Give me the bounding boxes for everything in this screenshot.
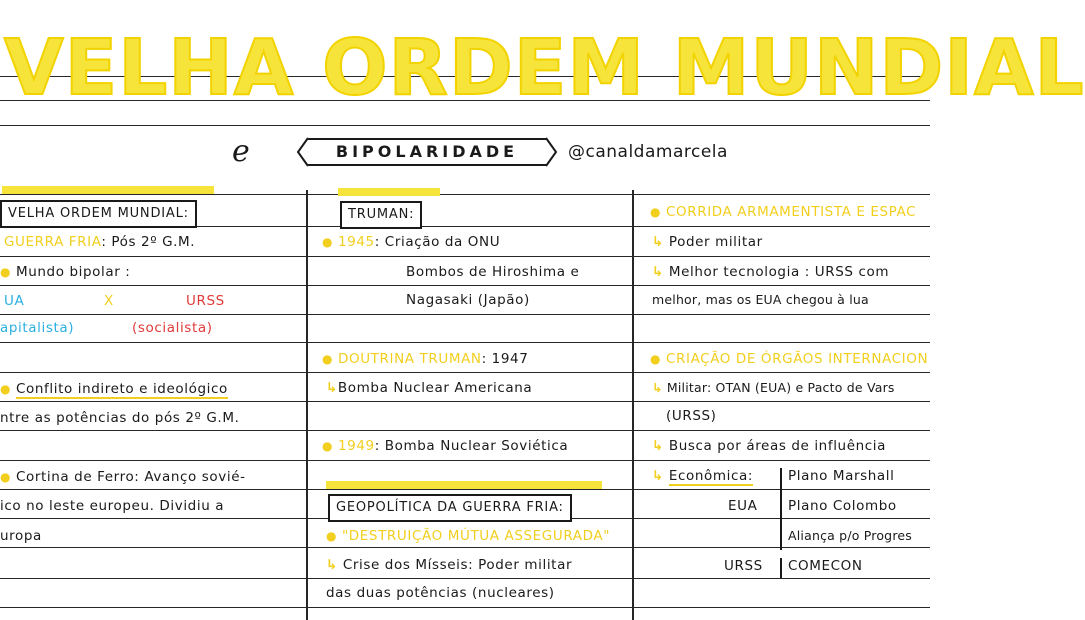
destruicao-line <box>326 524 610 548</box>
bomba-am-text: Bomba Nuclear Americana <box>337 380 533 396</box>
bullet-icon: ● <box>650 352 662 366</box>
socialista-text: (socialista) <box>132 320 213 336</box>
onu-line <box>322 230 500 254</box>
bomba-sov-text: : Bomba Nuclear Soviética <box>374 438 569 454</box>
column-divider-2 <box>632 190 634 620</box>
corrida-text: CORRIDA ARMAMENTISTA E ESPAC <box>665 204 917 220</box>
doutrina-label: DOUTRINA TRUMAN <box>337 351 482 367</box>
bipolar-text: Mundo bipolar : <box>15 264 131 280</box>
alianca-text: Aliança p/o Progres <box>788 528 912 543</box>
bullet-icon: ● <box>650 205 662 219</box>
crise-line <box>326 553 572 577</box>
militar-text: Militar: OTAN (EUA) e Pacto de Vars <box>666 380 895 395</box>
cortina-line <box>0 465 246 489</box>
bullet-icon: ● <box>326 529 338 543</box>
arrow-icon: ↳ <box>652 264 664 280</box>
bullet-icon: ● <box>322 439 334 453</box>
urss-label: URSS <box>724 558 763 574</box>
arrow-icon: ↳ <box>652 468 664 484</box>
eua-label: EUA <box>728 498 758 514</box>
arrow-icon: ↳ <box>652 380 663 395</box>
crise-cont: das duas potências (nucleares) <box>326 585 555 601</box>
cortina-text: Cortina de Ferro: Avanço sovié- <box>15 469 246 485</box>
conflito-text: Conflito indireto e ideológico <box>15 381 228 397</box>
conflito-cont: ntre as potências do pós 2º G.M. <box>0 410 240 426</box>
busca-line <box>652 434 886 458</box>
tecno-text: Melhor tecnologia : URSS com <box>668 264 890 280</box>
col2-heading: TRUMAN: <box>340 201 422 229</box>
versus-mark: X <box>104 293 114 309</box>
crise-text: Crise dos Mísseis: Poder militar <box>342 557 573 573</box>
subtitle-row <box>0 132 930 172</box>
tecno-line <box>652 260 889 284</box>
doutrina-line <box>322 347 528 371</box>
heading-highlight <box>338 188 440 196</box>
economica-label: Econômica: <box>668 468 754 484</box>
urss-text: URSS <box>186 293 225 309</box>
ribbon-banner <box>296 136 558 168</box>
guerra-fria-label: GUERRA FRIA <box>4 234 102 250</box>
destruicao-text: "DESTRUIÇÃO MÚTUA ASSEGURADA" <box>341 528 611 544</box>
tecno-cont: melhor, mas os EUA chegou à lua <box>652 292 869 307</box>
col1-heading: VELHA ORDEM MUNDIAL: <box>0 200 197 228</box>
cortina-cont-2: uropa <box>0 528 42 544</box>
author-handle: @canaldamarcela <box>568 142 728 162</box>
bullet-icon: ● <box>0 265 12 279</box>
economica-line <box>652 464 753 488</box>
militar-cont: (URSS) <box>666 408 717 424</box>
bullet-icon: ● <box>322 235 334 249</box>
criacao-text: CRIAÇÃO DE ÓRGÃOS INTERNACION <box>665 351 929 367</box>
ampersand: e <box>232 134 250 169</box>
comecon-text: COMECON <box>788 558 863 574</box>
bombos-cont: Nagasaki (Japão) <box>406 292 530 308</box>
brace-eua <box>780 468 782 550</box>
militar-line <box>652 376 895 400</box>
heading-highlight <box>2 186 214 194</box>
bipolar-line <box>0 260 130 284</box>
colombo-text: Plano Colombo <box>788 498 897 514</box>
arrow-icon: ↳ <box>652 438 664 454</box>
heading-highlight <box>326 481 602 489</box>
onu-text: : Criação da ONU <box>374 234 501 250</box>
geo-heading: GEOPOLÍTICA DA GUERRA FRIA: <box>328 494 572 522</box>
year-1949: 1949 <box>337 438 375 454</box>
criacao-line <box>650 347 928 371</box>
column-divider-1 <box>306 190 308 620</box>
guerra-fria-line <box>4 230 195 254</box>
page-title: VELHA ORDEM MUNDIAL <box>4 24 1085 113</box>
year-1945: 1945 <box>337 234 375 250</box>
bombos-line: Bombos de Hiroshima e <box>406 264 580 280</box>
arrow-icon: ↳ <box>326 557 338 573</box>
arrow-icon: ↳ <box>326 380 338 396</box>
guerra-fria-text: : Pós 2º G.M. <box>101 234 196 250</box>
doutrina-year: : 1947 <box>481 351 529 367</box>
arrow-icon: ↳ <box>652 234 664 250</box>
conflito-line <box>0 377 228 401</box>
capitalista-text: apitalista) <box>0 320 75 336</box>
brace-urss <box>780 558 782 578</box>
bullet-icon: ● <box>0 382 12 396</box>
bullet-icon: ● <box>0 470 12 484</box>
eua-text: UA <box>4 293 25 309</box>
cortina-cont-1: ico no leste europeu. Dividiu a <box>0 498 225 514</box>
busca-text: Busca por áreas de influência <box>668 438 887 454</box>
bullet-icon: ● <box>322 352 334 366</box>
poder-text: Poder militar <box>668 234 763 250</box>
bomba-am-line <box>326 376 532 400</box>
banner-label: BIPOLARIDADE <box>335 142 519 161</box>
marshall-text: Plano Marshall <box>788 468 895 484</box>
poder-line <box>652 230 763 254</box>
bomba-sov-line <box>322 434 568 458</box>
corrida-line <box>650 200 916 224</box>
